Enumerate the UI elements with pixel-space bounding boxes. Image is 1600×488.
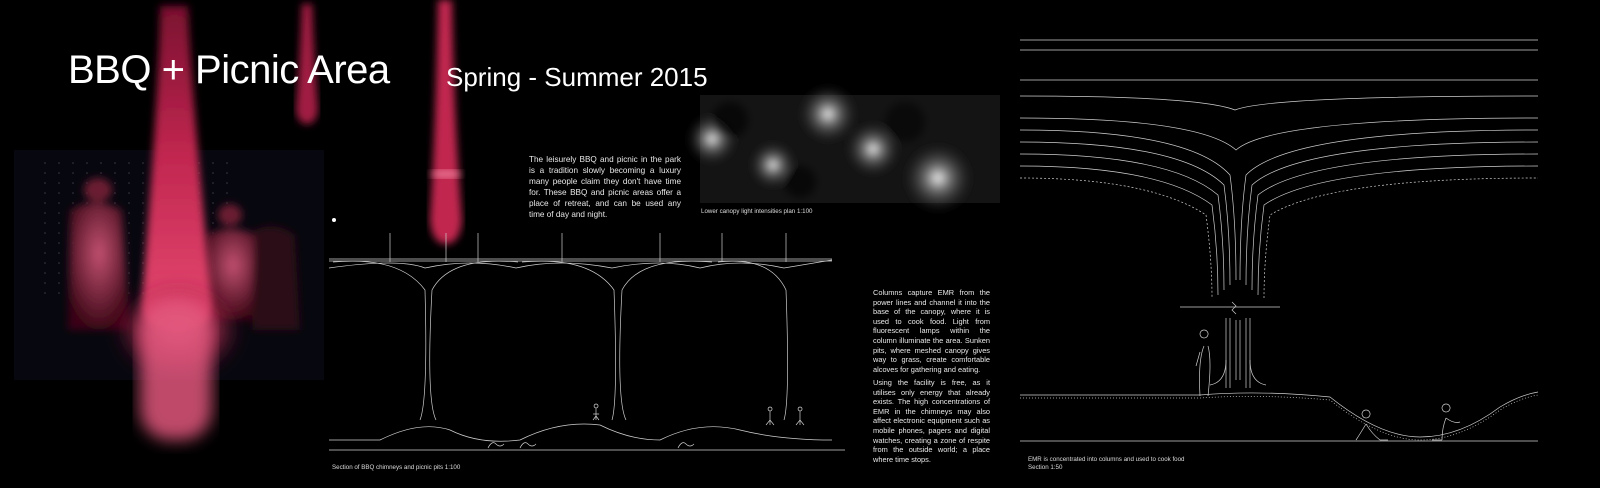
column-caption-line-2: Section 1:50: [1028, 464, 1063, 471]
page-title: BBQ + Picnic Area: [68, 48, 390, 92]
description-paragraph-2: Using the facility is free, as it utilises only energy that already exists. The high concentrations of EMR in the chimneys may also affect electronic equipment such as mobile phones, pagers and digital watches, creating a zone of respite from the outside world; a place where time stops.: [873, 378, 990, 464]
page-subtitle: Spring - Summer 2015: [446, 62, 708, 92]
light-intensity-plan: [686, 84, 1000, 214]
bbq-section-drawing: [329, 233, 845, 450]
description-paragraph-1: Columns capture EMR from the power lines and channel it into the base of the canopy, where it is used to cook food. Light from fluorescent lamps within the column illuminate the area. Sunken pits, where meshed canopy gives way to grass, create comfortable alcoves for gathering and eating.: [873, 288, 990, 374]
column-caption-line-1: EMR is concentrated into columns and used to cook food: [1028, 456, 1185, 463]
intro-paragraph: The leisurely BBQ and picnic in the park is a tradition slowly becoming a luxury many people claim they don't have time for. These BBQ and picnic areas offer a place of retreat, and can be used any time of day and night.: [529, 155, 681, 219]
column-section-drawing: [1020, 40, 1538, 441]
plan-caption: Lower canopy light intensities plan 1:100: [701, 208, 813, 215]
section-caption: Section of BBQ chimneys and picnic pits 1:100: [332, 464, 461, 471]
